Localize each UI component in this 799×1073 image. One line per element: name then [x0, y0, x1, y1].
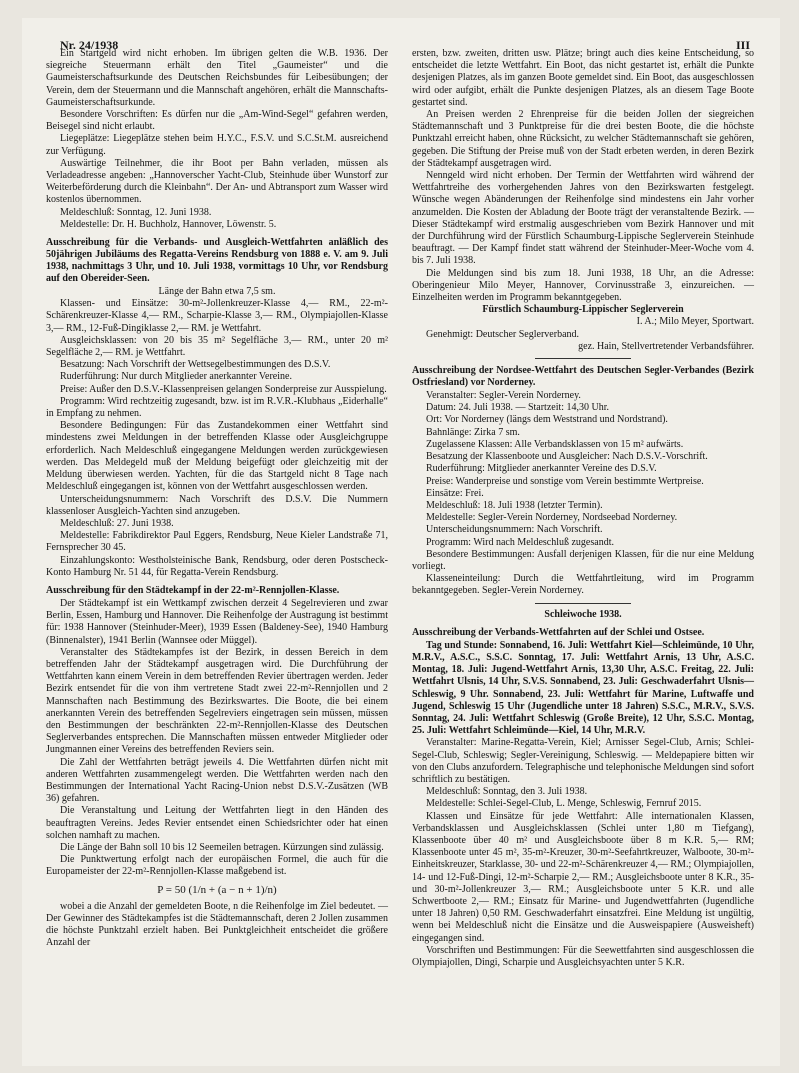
paragraph: Meldestelle: Segler-Verein Norderney, Nordseebad Norderney. [426, 512, 678, 524]
paragraph: An Preisen werden 2 Ehrenpreise für die beiden Jollen der siegreichen Städtemannschaft und 3 Punktpreise für die drei besten Boote, die die höchste Punktzahl erreicht haben, ohne Rücksicht, zu welcher Städtemannschaft sie gehören, gegeben. Die Stiftung der Preise muß von der Stadt erbeten werden, in deren Bezirk der Städtekampf ausgetragen wird. [412, 109, 754, 169]
paragraph: Ein Startgeld wird nicht erhoben. Im übrigen gelten die W.B. 1936. Der siegreiche Steuermann erhält den Titel „Gaumeister“ und die Gaumeisterschaftsurkunde des Deutschen Reichsbundes für Leibesübungen; der Verein, dem der Steuermann und die Mannschaft angehören, erhält die Mannschafts-Gaumeisterschaftsurkunde. [46, 48, 388, 108]
section-heading: Ausschreibung der Verbands-Wettfahrten auf der Schlei und Ostsee. [412, 626, 705, 638]
paragraph: Der Städtekampf ist ein Wettkampf zwischen derzeit 4 Segelrevieren und zwar Berlin, Essen, Hamburg und Hannover. Die Reihenfolge der Austragung ist bestimmt für: 1938 Hannover (Steinhuder-Meer), 1939 Essen (Baldeney-See), 1940 Hamburg (Binnenalster), 1941 Berlin (Wannsee oder Müggel). [46, 597, 388, 646]
paragraph: Die Zahl der Wettfahrten beträgt jeweils 4. Die Wettfahrten dürfen nicht mit anderen Wettfahrten zusammengelegt werden. Die Wettfahrten werden nach den Bestimmungen der International Yacht Racing-Union nebst D.S.V.-Zusätzen (WB 36) gefahren. [46, 756, 388, 805]
paragraph: Ort: Vor Norderney (längs dem Weststrand und Nordstrand). [426, 414, 668, 426]
paragraph: Die Meldungen sind bis zum 18. Juni 1938, 18 Uhr, an die Adresse: Oberingenieur Milo Meyer, Hannover, Corvinusstraße 3, einzureichen. — Einzelheiten werden im Programm bekanntgegeben. [412, 267, 754, 304]
left-column [46, 48, 388, 950]
paragraph: Nenngeld wird nicht erhoben. Der Termin der Wettfahrten wird während der Wettfahrtreihe des vorhergehenden Jahres von den Bezirkswarten festgelegt. Wünsche wegen Abänderungen der Reihenfolge sind mindestens ein Jahr vorher anzumelden. Die Kosten der Abladung der Boote trägt der veranstaltende Bezirk. — Dieser Städtekampf wird erstmalig ausgeschrieben vom Bezirk Hannover und mit der Durchführung wird der Fürstlich Schaumburg-Lippische Seglerverein Steinhude beauftragt. — Der Kampf findet statt während der Steinhuder-Meer-Woche vom 4. bis 7. Juli 1938. [412, 170, 754, 267]
paragraph: Ausgleichsklassen: von 20 bis 35 m² Segelfläche 3,— RM., unter 20 m² Segelfläche 2,— RM. je Wettfahrt. [46, 334, 388, 359]
paragraph: Einzahlungskonto: Westholsteinische Bank, Rendsburg, oder deren Postscheck-Konto Hamburg Nr. 51 44, für Regatta-Verein Rendsburg. [46, 554, 388, 578]
scoring-formula: P = 50 (1/n + (a − n + 1)/n) [157, 883, 277, 896]
paragraph: Besondere Vorschriften: Es dürfen nur die „Am-Wind-Segel“ gefahren werden, Beisegel sind nicht erlaubt. [46, 109, 388, 133]
paragraph: Preise: Außer den D.S.V.-Klassenpreisen gelangen Sonderpreise zur Ausspielung. [60, 383, 387, 395]
paragraph: Die Veranstaltung und Leitung der Wettfahrten liegt in den Händen des beauftragten Vereins. Jedes Revier entsendet einen Schiedsrichter oder hat einen solchen namhaft zu machen. [46, 805, 388, 841]
club-heading: Schleiwoche 1938. [544, 608, 622, 620]
paragraph: Die Punktwertung erfolgt nach der europäischen Formel, die auch für die Europameister der 22-m²-Rennjollen-Klasse maßgebend ist. [46, 854, 388, 878]
paragraph: Klassen- und Einsätze: 30-m²-Jollenkreuzer-Klasse 4,— RM., 22-m²-Schärenkreuzer-Klasse 4,— RM., Scharpie-Klasse 3,— RM., Olympiajollen-Klasse 3,— RM., 12-Fuß-Dingiklasse 2,— RM. je Wettfahrt. [46, 298, 388, 334]
paragraph: Meldestelle: Schlei-Segel-Club, L. Menge, Schleswig, Fernruf 2015. [426, 798, 702, 810]
paragraph: Klassen und Einsätze für jede Wettfahrt: Alle internationalen Klassen, Verbandsklassen und Ausgleichsklassen (Schlei unter 1,80 m Tiefgang), Klassenboote über 40 m² und Ausgleichsboote über 8 m K.R. 5,— RM; Klassenboote unter 45 m², 35-m²-Kreuzer, 30-m²-Seefahrtkreuzer, Walboote, 30-m²-Einheitskreuzer, Starklasse, 30- und 22-m²-Schärenkreuzer 4,— RM.; Olympiajollen, 14- und 12-Fuß-Dingi, 12-m²-Scharpie 2,— RM.; Ausgleichsboote unter 8 K.R., 35- und 30-m²-Jollenkreuzer 3,— RM.; Ausgleichsboote unter 5 K.R. und alle Schwertboote 2,— RM.; Einsatz für Marine- und Jugendwettfahrten (Jugendliche unter 18 Jahren) 0,50 RM. Geschwaderfahrt einsatzfrei. Eine Meldung ist ungültig, wenn bei Meldeschluß nicht die Einsätze und die Ausweispapiere (Ausweisheft) eingegangen sind. [412, 810, 754, 944]
paragraph: Meldeschluß: Sonntag, den 3. Juli 1938. [426, 786, 588, 798]
right-column [412, 48, 754, 969]
paragraph: wobei a die Anzahl der gemeldeten Boote, n die Reihenfolge im Ziel bedeutet. — Der Gewinner des Städtekampfes ist die Städtemannschaft, deren 2 Jollen zusammen die höchste Punktzahl erzielt haben. Bei Punktgleichheit entscheidet die größere Anzahl der [46, 900, 388, 949]
paragraph: Besatzung: Nach Vorschrift der Wettsegelbestimmungen des D.S.V. [60, 359, 331, 371]
paragraph: Vorschriften und Bestimmungen: Für die Seewettfahrten sind ausgeschlossen die Olympiajollen, Dingi, Scharpie und Ausgleichsyachten unter 5 K.R. [412, 944, 754, 969]
paragraph: Preise: Wanderpreise und sonstige vom Verein bestimmte Wertpreise. [426, 475, 704, 487]
issue-number: Nr. 24/1938 [60, 38, 119, 52]
paragraph: Programm: Wird rechtzeitig zugesandt, bzw. ist im R.V.R.-Klubhaus „Eiderhalle“ in Empfang zu nehmen. [46, 395, 388, 420]
paragraph: Programm: Wird nach Meldeschluß zugesandt. [426, 536, 614, 548]
signature-line: I. A.; Milo Meyer, Sportwart. [636, 316, 754, 328]
paragraph: Veranstalter des Städtekampfes ist der Bezirk, in dessen Bereich in dem betreffenden Jahr der Städtekampf ausgetragen wird. Die Durchführung der Wettfahrten kann einem Verein in dem betreffenden Revier übertragen werden. Jeder Bezirk entsendet für die von ihm vertretene Stadt zwei 22-m²-Rennjollen und 2 Mannschaften nach Bestimmung des Bezirkswartes. Die Boote, die bei einem anerkannten Verein des betreffenden Segelreviers eingetragen sein müssen, müssen den Bestimmungen der beschränkten 22-m²-Rennjollen-Klasse des Deutschen Seglerverbandes entsprechen. Die Mannschaften müssen entweder Mitglieder oder Jungmannen einer Vereins des betreffenden Reviers sein. [46, 646, 388, 756]
paragraph: Besondere Bedingungen: Für das Zustandekommen einer Wettfahrt sind mindestens zwei Meldungen in der betreffenden Klasse oder Ausgleichgruppe erforderlich. Nach Meldeschluß eingegangene Meldungen werden zurückgewiesen werden. Das Meldegeld muß der Meldung beigefügt oder gleichzeitig mit der Meldung überwiesen werden. Yachten, für die das Startgeld nicht 8 Tage nach Meldeschluß eingegangen ist, können von der Wettfahrt ausgeschlossen werden. [46, 420, 388, 493]
paragraph: Klasseneinteilung: Durch die Wettfahrtleitung, wird im Programm bekanntgegeben. Segler-Verein Norderney. [412, 573, 754, 597]
section-heading: Ausschreibung für die Verbands- und Ausgleich-Wettfahrten anläßlich des 50jährigen Jubiläums des Regatta-Vereins Rendsburg von 1888 e. V. am 9. Juli 1938, nachmittags 3 Uhr, und 10. Juli 1938, vormittags 10 Uhr, vor Rendsburg auf den Obereider-Seen. [46, 237, 388, 285]
paragraph: Auswärtige Teilnehmer, die ihr Boot per Bahn verladen, müssen als Verladeadresse angeben: „Hannoverscher Yacht-Club, Steinhude über Wunstorf zur Weiterbeförderung durch die Kleinbahn“. Der An- und Abtransport zum Wasser wird kostenlos übernommen. [46, 157, 388, 206]
paragraph: Veranstalter: Segler-Verein Norderney. [426, 390, 581, 402]
paragraph: Genehmigt: Deutscher Seglerverband. [426, 328, 580, 340]
course-length: Länge der Bahn etwa 7,5 sm. [158, 286, 276, 298]
section-divider [535, 603, 631, 604]
paragraph: Unterscheidungsnummern: Nach Vorschrift. [426, 524, 603, 536]
section-heading: Ausschreibung der Nordsee-Wettfahrt des Deutschen Segler-Verbandes (Bezirk Ostfriesland) vor Norderney. [412, 365, 754, 389]
paragraph: Ruderführung: Mitglieder anerkannter Vereine des D.S.V. [426, 463, 657, 475]
paragraph: Besondere Bestimmungen: Ausfall derjenigen Klassen, für die nur eine Meldung vorliegt. [412, 548, 754, 572]
paragraph: Veranstalter: Marine-Regatta-Verein, Kiel; Arnisser Segel-Club, Arnis; Schlei-Segel-Club, Schleswig; Segler-Vereinigung, Schleswig. — Meldepapiere bitten wir von den Clubs anzufordern. Telegraphische und telephonische Meldungen sind sofort schriftlich zu bestätigen. [412, 737, 754, 785]
paragraph: Bahnlänge: Zirka 7 sm. [426, 426, 520, 438]
section-heading: Ausschreibung für den Städtekampf in der 22-m²-Rennjollen-Klasse. [46, 584, 340, 596]
schedule-paragraph: Tag und Stunde: Sonnabend, 16. Juli: Wettfahrt Kiel—Schleimünde, 10 Uhr, M.R.V., A.S.C., S.S.C. Sonntag, 17. Juli: Wettfahrt Arnis, 13 Uhr, A.S.C. Montag, 18. Juli: Jugend-Wettfahrt Arnis, 13,30 Uhr, A.S.C. Freitag, 22. Juli: Wettfahrt Ulsnis, 14 Uhr, S.V.S. Sonnabend, 23. Juli: Geschwaderfahrt Ulsnis—Schleswig, 9 Uhr. Sonnabend, 23. Juli: Wettfahrt für Marine, Luftwaffe und Jugend, Schleswig 15 Uhr (Jugendliche unter 18 Jahren) S.S.C., M.R.V., S.V.S. Sonntag, 24. Juli: Wettfahrt Schleswig (Große Breite), 12 Uhr, S.S.C. Montag, 25. Juli: Wettfahrt Schleimünde—Kiel, 14 Uhr, M.R.V. [412, 639, 754, 737]
page-number: III [735, 38, 750, 52]
paragraph: Datum: 24. Juli 1938. — Startzeit: 14,30 Uhr. [426, 402, 610, 414]
paragraph: Ruderführung: Nur durch Mitglieder anerkannter Vereine. [60, 371, 292, 383]
paragraph: Meldestelle: Fabrikdirektor Paul Eggers, Rendsburg, Neue Kieler Landstraße 71, Fernsprecher 30 45. [46, 530, 388, 554]
club-heading: Fürstlich Schaumburg-Lippischer Seglerverein [482, 304, 684, 316]
paragraph: Meldeschluß: 27. Juni 1938. [60, 517, 174, 529]
paragraph: Einsätze: Frei. [426, 487, 484, 499]
paragraph: Besatzung der Klassenboote und Ausgleicher: Nach D.S.V.-Vorschrift. [426, 451, 708, 463]
paragraph: Die Länge der Bahn soll 10 bis 12 Seemeilen betragen. Kürzungen sind zulässig. [60, 841, 384, 853]
paragraph: Unterscheidungsnummern: Nach Vorschrift des D.S.V. Die Nummern klassenloser Ausgleich-Yachten sind anzugeben. [46, 493, 388, 517]
paragraph: Meldestelle: Dr. H. Buchholz, Hannover, Löwenstr. 5. [60, 218, 277, 230]
paragraph: ersten, bzw. zweiten, dritten usw. Plätze; bringt auch dies keine Entscheidung, so entscheidet die letzte Wettfahrt. Ein Boot, das nicht gestartet ist, erhält die Punkte desjenigen Platzes, als im ganzen Boote gemeldet sind. Ein Boot, das ausgeschlossen wird oder aufgibt, erhält die Punkte desjenigen Platzes, als an diesem Tage Boote gestartet sind. [412, 48, 754, 108]
signature-line: gez. Hain, Stellvertretender Verbandsführer. [578, 340, 754, 352]
paragraph: Meldeschluß: Sonntag, 12. Juni 1938. [60, 206, 212, 218]
paragraph: Zugelassene Klassen: Alle Verbandsklassen von 15 m² aufwärts. [426, 438, 684, 450]
section-divider [535, 358, 631, 359]
paragraph: Meldeschluß: 18. Juli 1938 (letzter Termin). [426, 499, 603, 511]
paragraph: Liegeplätze: Liegeplätze stehen beim H.Y.C., F.S.V. und S.C.St.M. ausreichend zur Verfügung. [46, 133, 388, 157]
